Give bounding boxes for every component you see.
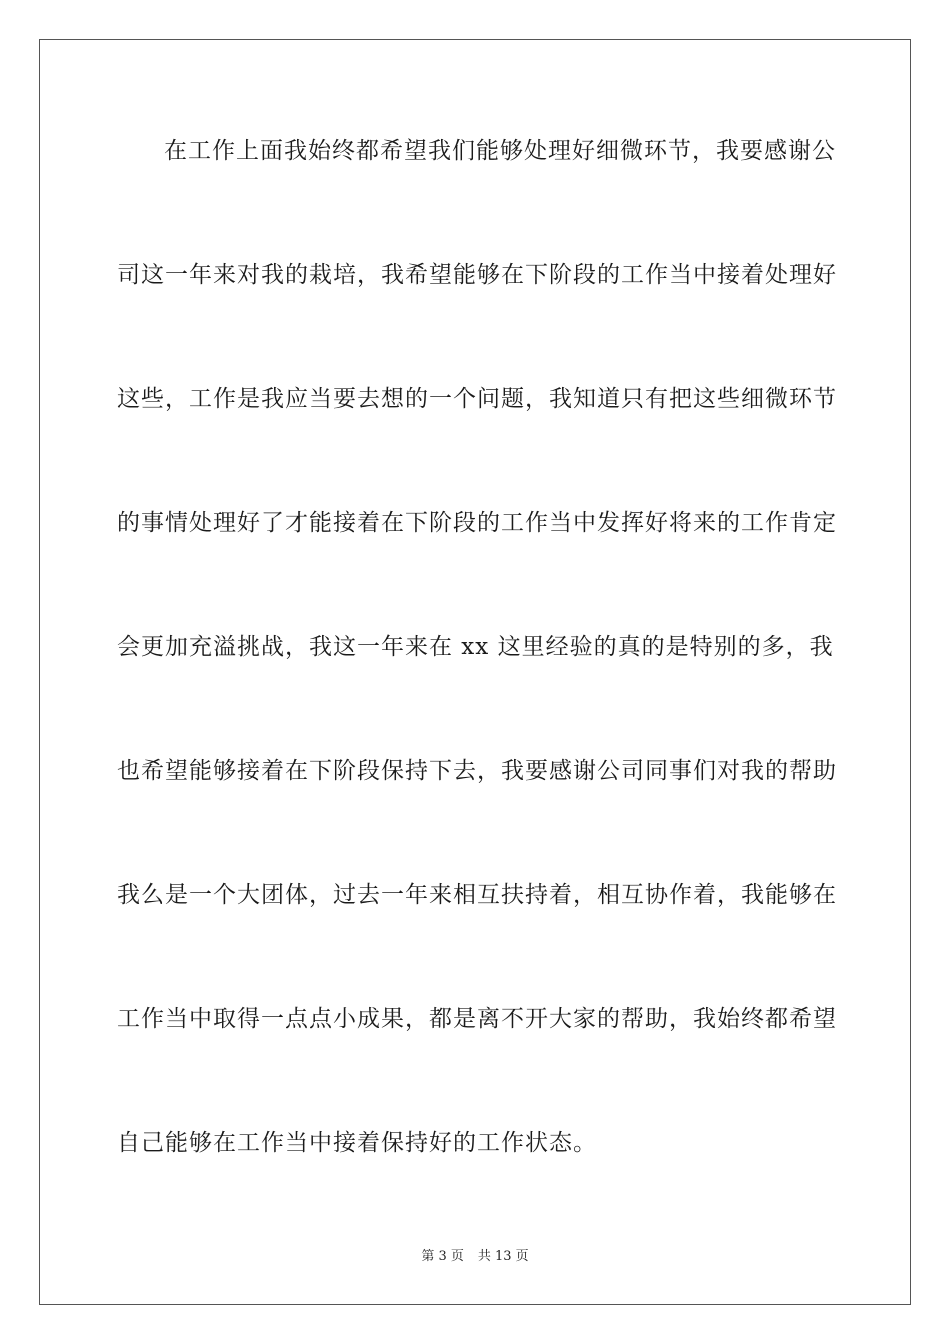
paragraph-line: 自己能够在工作当中接着保持好的工作状态。 — [117, 1130, 597, 1156]
paragraph-line: 司这一年来对我的栽培，我希望能够在下阶段的工作当中接着处理好 — [117, 262, 837, 288]
paragraph-line: 这些，工作是我应当要去想的一个问题，我知道只有把这些细微环节 — [117, 386, 837, 412]
page-number: 第 3 页 — [421, 1249, 464, 1264]
paragraph-line: 的事情处理好了才能接着在下阶段的工作当中发挥好将来的工作肯定 — [117, 510, 837, 536]
page-total: 共 13 页 — [477, 1249, 529, 1264]
paragraph-line: 工作当中取得一点点小成果，都是离不开大家的帮助，我始终都希望 — [117, 1006, 837, 1032]
paragraph-line: 也希望能够接着在下阶段保持下去，我要感谢公司同事们对我的帮助 — [117, 758, 837, 784]
page-footer — [0, 1248, 950, 1266]
page-border — [39, 39, 911, 1305]
paragraph-line: 在工作上面我始终都希望我们能够处理好细微环节，我要感谢公 — [164, 138, 836, 164]
paragraph-line: 我么是一个大团体，过去一年来相互扶持着，相互协作着，我能够在 — [117, 882, 837, 908]
paragraph-line: 会更加充溢挑战，我这一年来在 xx 这里经验的真的是特别的多，我 — [117, 634, 834, 660]
